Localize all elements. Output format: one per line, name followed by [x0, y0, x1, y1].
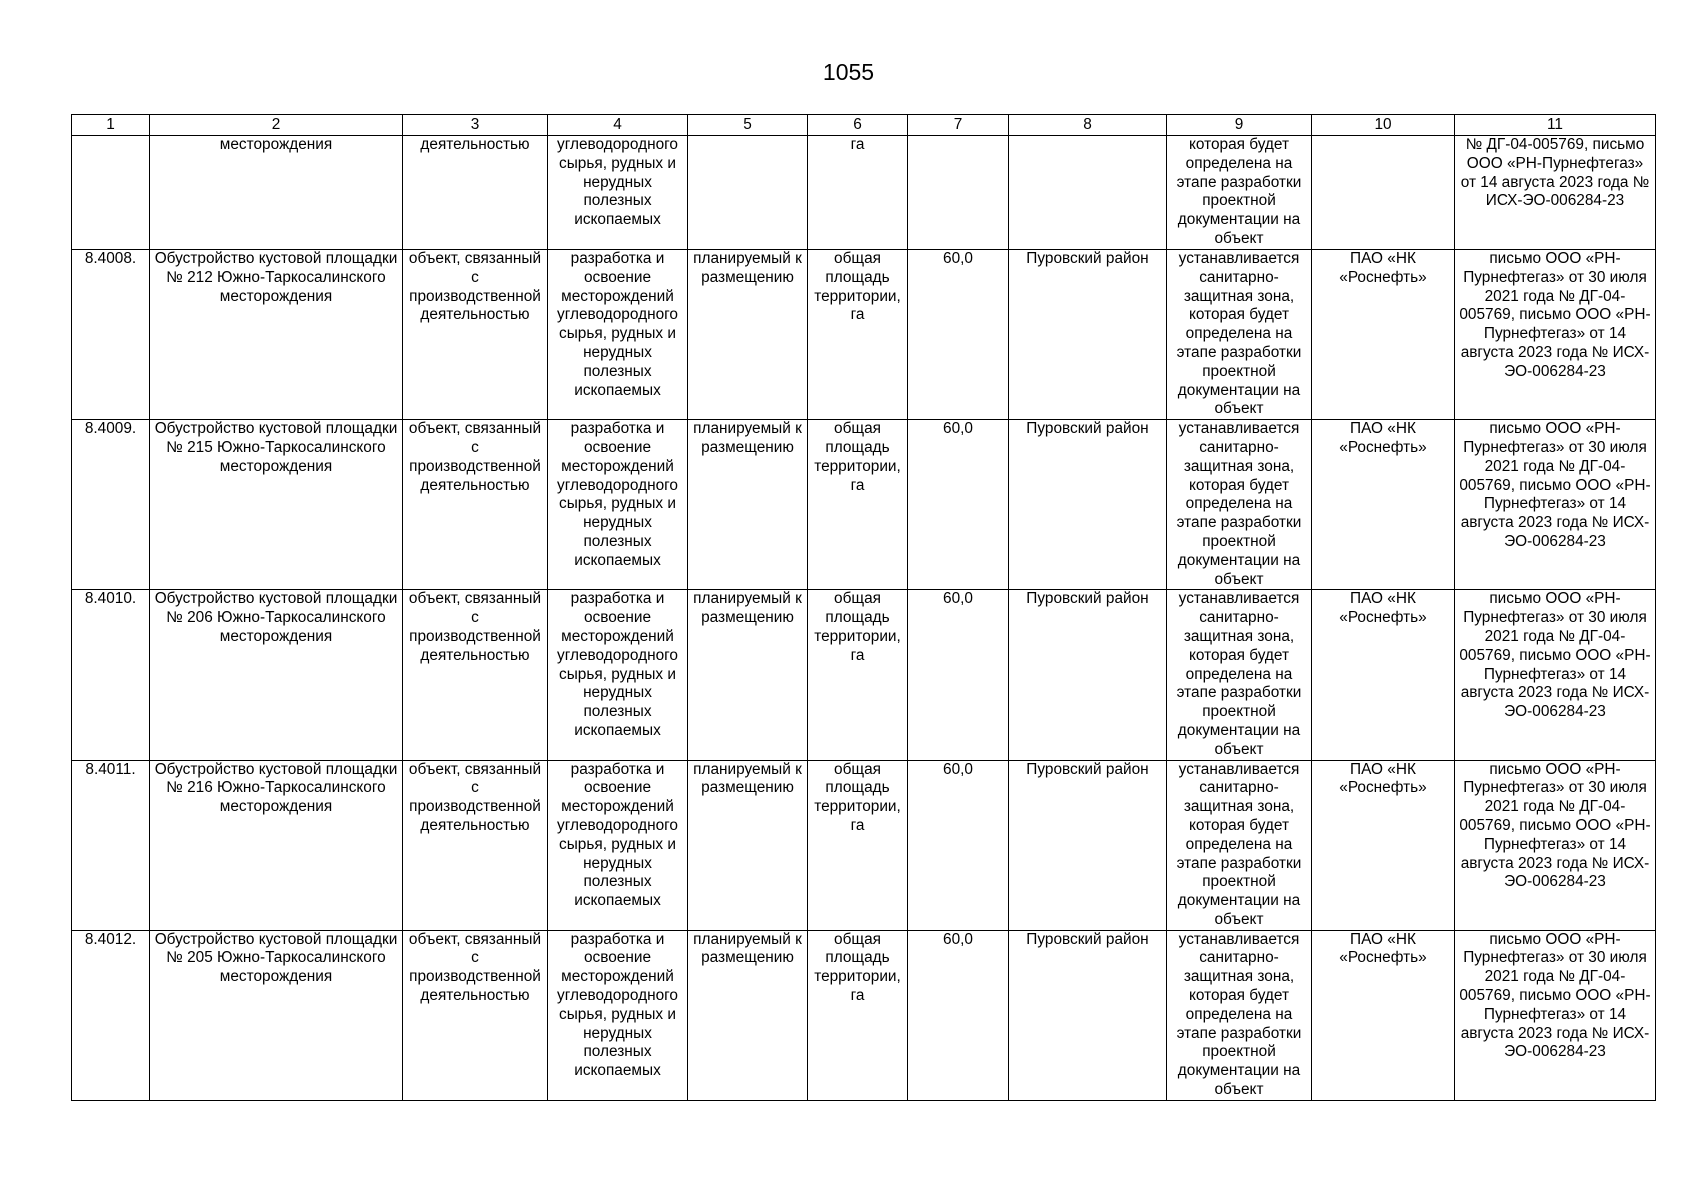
cell-purpose: объект, связанный с производственной деятельностью [403, 930, 548, 1100]
cell-object-name: Обустройство кустовой площадки № 205 Южно-Таркосалинского месторождения [150, 930, 403, 1100]
header-col-7: 7 [908, 115, 1009, 136]
cell-status [688, 136, 808, 250]
cell-basis: письмо ООО «РН-Пурнефтегаз» от 30 июля 2021 года № ДГ-04-005769, письмо ООО «РН-Пурнефтегаз» от 14 августа 2023 года № ИСХ-ЭО-006284-23 [1455, 930, 1656, 1100]
cell-activity-type: разработка и освоение месторождений углеводородного сырья, рудных и нерудных полезных ископаемых [548, 420, 688, 590]
cell-owner: ПАО «НК «Роснефть» [1312, 420, 1455, 590]
cell-number: 8.4008. [72, 250, 150, 420]
cell-value: 60,0 [908, 930, 1009, 1100]
cell-owner: ПАО «НК «Роснефть» [1312, 590, 1455, 760]
cell-basis: письмо ООО «РН-Пурнефтегаз» от 30 июля 2021 года № ДГ-04-005769, письмо ООО «РН-Пурнефтегаз» от 14 августа 2023 года № ИСХ-ЭО-006284-23 [1455, 420, 1656, 590]
cell-location: Пуровский район [1009, 420, 1167, 590]
table-row [72, 590, 1656, 760]
header-col-10: 10 [1312, 115, 1455, 136]
header-col-11: 11 [1455, 115, 1656, 136]
cell-owner [1312, 136, 1455, 250]
header-col-3: 3 [403, 115, 548, 136]
cell-object-name: Обустройство кустовой площадки № 215 Южно-Таркосалинского месторождения [150, 420, 403, 590]
cell-protection-zone: устанавливается санитарно-защитная зона, которая будет определена на этапе разработки проектной документации на объект [1167, 420, 1312, 590]
table-row [72, 760, 1656, 930]
cell-number: 8.4011. [72, 760, 150, 930]
cell-owner: ПАО «НК «Роснефть» [1312, 930, 1455, 1100]
cell-number [72, 136, 150, 250]
cell-number: 8.4009. [72, 420, 150, 590]
table-header [72, 115, 1656, 136]
cell-basis: письмо ООО «РН-Пурнефтегаз» от 30 июля 2021 года № ДГ-04-005769, письмо ООО «РН-Пурнефтегаз» от 14 августа 2023 года № ИСХ-ЭО-006284-23 [1455, 760, 1656, 930]
table-row [72, 420, 1656, 590]
cell-purpose: объект, связанный с производственной деятельностью [403, 420, 548, 590]
cell-value [908, 136, 1009, 250]
cell-parameter: общая площадь территории, га [808, 590, 908, 760]
cell-location: Пуровский район [1009, 590, 1167, 760]
header-col-6: 6 [808, 115, 908, 136]
header-col-2: 2 [150, 115, 403, 136]
cell-status: планируемый к размещению [688, 250, 808, 420]
cell-parameter: общая площадь территории, га [808, 930, 908, 1100]
header-col-5: 5 [688, 115, 808, 136]
cell-object-name: Обустройство кустовой площадки № 206 Южно-Таркосалинского месторождения [150, 590, 403, 760]
cell-location: Пуровский район [1009, 760, 1167, 930]
cell-parameter: общая площадь территории, га [808, 250, 908, 420]
cell-protection-zone: устанавливается санитарно-защитная зона, которая будет определена на этапе разработки проектной документации на объект [1167, 590, 1312, 760]
cell-basis: письмо ООО «РН-Пурнефтегаз» от 30 июля 2021 года № ДГ-04-005769, письмо ООО «РН-Пурнефтегаз» от 14 августа 2023 года № ИСХ-ЭО-006284-23 [1455, 590, 1656, 760]
table-row [72, 250, 1656, 420]
cell-object-name: Обустройство кустовой площадки № 212 Южно-Таркосалинского месторождения [150, 250, 403, 420]
cell-location [1009, 136, 1167, 250]
cell-activity-type: разработка и освоение месторождений углеводородного сырья, рудных и нерудных полезных ископаемых [548, 590, 688, 760]
page-number: 1055 [822, 59, 875, 85]
cell-parameter: га [808, 136, 908, 250]
continued-row [72, 136, 1656, 250]
cell-purpose: деятельностью [403, 136, 548, 250]
header-col-9: 9 [1167, 115, 1312, 136]
cell-purpose: объект, связанный с производственной деятельностью [403, 250, 548, 420]
cell-purpose: объект, связанный с производственной деятельностью [403, 760, 548, 930]
header-row [72, 115, 1656, 136]
cell-location: Пуровский район [1009, 930, 1167, 1100]
cell-value: 60,0 [908, 420, 1009, 590]
cell-activity-type: разработка и освоение месторождений углеводородного сырья, рудных и нерудных полезных ископаемых [548, 250, 688, 420]
cell-number: 8.4012. [72, 930, 150, 1100]
cell-status: планируемый к размещению [688, 930, 808, 1100]
cell-basis: письмо ООО «РН-Пурнефтегаз» от 30 июля 2021 года № ДГ-04-005769, письмо ООО «РН-Пурнефтегаз» от 14 августа 2023 года № ИСХ-ЭО-006284-23 [1455, 250, 1656, 420]
header-col-4: 4 [548, 115, 688, 136]
cell-parameter: общая площадь территории, га [808, 420, 908, 590]
header-col-8: 8 [1009, 115, 1167, 136]
cell-owner: ПАО «НК «Роснефть» [1312, 250, 1455, 420]
cell-basis: № ДГ-04-005769, письмо ООО «РН-Пурнефтегаз» от 14 августа 2023 года № ИСХ-ЭО-006284-23 [1455, 136, 1656, 250]
cell-activity-type: разработка и освоение месторождений углеводородного сырья, рудных и нерудных полезных ископаемых [548, 930, 688, 1100]
cell-location: Пуровский район [1009, 250, 1167, 420]
cell-object-name: месторождения [150, 136, 403, 250]
cell-status: планируемый к размещению [688, 590, 808, 760]
cell-parameter: общая площадь территории, га [808, 760, 908, 930]
cell-number: 8.4010. [72, 590, 150, 760]
cell-value: 60,0 [908, 590, 1009, 760]
cell-status: планируемый к размещению [688, 760, 808, 930]
cell-object-name: Обустройство кустовой площадки № 216 Южно-Таркосалинского месторождения [150, 760, 403, 930]
cell-purpose: объект, связанный с производственной деятельностью [403, 590, 548, 760]
cell-protection-zone: которая будет определена на этапе разработки проектной документации на объект [1167, 136, 1312, 250]
cell-activity-type: разработка и освоение месторождений углеводородного сырья, рудных и нерудных полезных ископаемых [548, 760, 688, 930]
cell-activity-type: углеводородного сырья, рудных и нерудных полезных ископаемых [548, 136, 688, 250]
header-col-1: 1 [72, 115, 150, 136]
cell-value: 60,0 [908, 760, 1009, 930]
cell-status: планируемый к размещению [688, 420, 808, 590]
cell-value: 60,0 [908, 250, 1009, 420]
cell-protection-zone: устанавливается санитарно-защитная зона, которая будет определена на этапе разработки проектной документации на объект [1167, 930, 1312, 1100]
cell-protection-zone: устанавливается санитарно-защитная зона, которая будет определена на этапе разработки проектной документации на объект [1167, 250, 1312, 420]
cell-owner: ПАО «НК «Роснефть» [1312, 760, 1455, 930]
registry-table [71, 114, 1656, 1101]
cell-protection-zone: устанавливается санитарно-защитная зона, которая будет определена на этапе разработки проектной документации на объект [1167, 760, 1312, 930]
table-row [72, 930, 1656, 1100]
table-body [72, 136, 1656, 1101]
